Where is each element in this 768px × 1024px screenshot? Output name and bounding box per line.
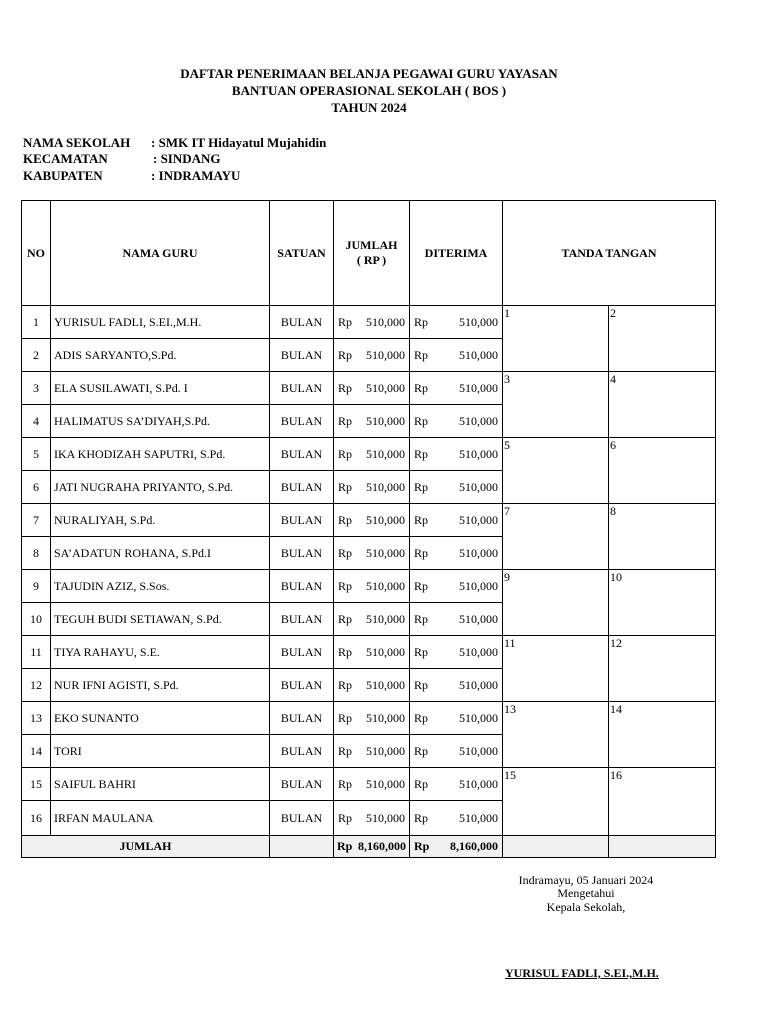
row-received	[410, 669, 503, 702]
place-date: Indramayu, 05 Januari 2024	[518, 873, 654, 887]
signature-box[interactable]: 4	[609, 372, 716, 438]
currency-label: Rp	[414, 743, 429, 758]
row-received	[410, 636, 503, 669]
signature-box[interactable]: 2	[609, 306, 716, 372]
amount-value: 510,000	[366, 479, 405, 494]
row-no: 15	[22, 768, 51, 801]
received-value: 510,000	[459, 347, 498, 362]
row-received	[410, 702, 503, 735]
district-value: : SINDANG	[153, 151, 221, 166]
row-amount	[334, 372, 410, 405]
row-amount	[334, 537, 410, 570]
currency-label: Rp	[338, 776, 353, 791]
currency-label: Rp	[414, 644, 429, 659]
row-unit: BULAN	[270, 636, 334, 669]
amount-value: 510,000	[366, 710, 405, 725]
received-value: 510,000	[459, 446, 498, 461]
row-unit: BULAN	[270, 405, 334, 438]
currency-label: Rp	[414, 413, 429, 428]
amount-value: 510,000	[366, 644, 405, 659]
received-value: 510,000	[459, 611, 498, 626]
total-amount-value: 8,160,000	[358, 839, 406, 853]
row-teacher-name: TAJUDIN AZIZ, S.Sos.	[51, 570, 270, 603]
currency-label: Rp	[338, 413, 353, 428]
currency-label: Rp	[414, 839, 430, 853]
row-received	[410, 537, 503, 570]
received-value: 510,000	[459, 578, 498, 593]
currency-label: Rp	[338, 578, 353, 593]
row-unit: BULAN	[270, 702, 334, 735]
row-unit: BULAN	[270, 735, 334, 768]
received-value: 510,000	[459, 512, 498, 527]
signature-box[interactable]: 13	[503, 702, 609, 768]
signature-box[interactable]: 9	[503, 570, 609, 636]
row-no: 9	[22, 570, 51, 603]
row-no: 16	[22, 801, 51, 836]
currency-label: Rp	[338, 743, 353, 758]
amount-value: 510,000	[366, 776, 405, 791]
signature-box[interactable]: 16	[609, 768, 716, 836]
total-received-value: 8,160,000	[450, 839, 498, 853]
received-value: 510,000	[459, 479, 498, 494]
row-teacher-name: SA’ADATUN ROHANA, S.Pd.I	[51, 537, 270, 570]
amount-value: 510,000	[366, 347, 405, 362]
row-no: 5	[22, 438, 51, 471]
currency-label: Rp	[338, 347, 353, 362]
row-received	[410, 405, 503, 438]
header-amount	[334, 201, 410, 306]
row-no: 13	[22, 702, 51, 735]
currency-label: Rp	[414, 677, 429, 692]
regency-value: : INDRAMAYU	[151, 168, 241, 183]
table-row	[22, 636, 716, 669]
amount-value: 510,000	[366, 545, 405, 560]
row-no: 11	[22, 636, 51, 669]
received-value: 510,000	[459, 776, 498, 791]
row-amount	[334, 405, 410, 438]
table-row	[22, 504, 716, 537]
row-amount	[334, 768, 410, 801]
row-unit: BULAN	[270, 570, 334, 603]
currency-label: Rp	[414, 578, 429, 593]
payment-table	[21, 200, 716, 858]
received-value: 510,000	[459, 380, 498, 395]
amount-value: 510,000	[366, 611, 405, 626]
amount-value: 510,000	[366, 677, 405, 692]
row-teacher-name: TIYA RAHAYU, S.E.	[51, 636, 270, 669]
total-received	[410, 836, 503, 858]
currency-label: Rp	[338, 545, 353, 560]
received-value: 510,000	[459, 677, 498, 692]
row-received	[410, 306, 503, 339]
currency-label: Rp	[338, 644, 353, 659]
amount-value: 510,000	[366, 743, 405, 758]
row-no: 8	[22, 537, 51, 570]
row-unit: BULAN	[270, 306, 334, 339]
currency-label: Rp	[414, 710, 429, 725]
district-label: KECAMATAN	[23, 151, 108, 166]
amount-value: 510,000	[366, 314, 405, 329]
row-amount	[334, 702, 410, 735]
received-value: 510,000	[459, 545, 498, 560]
currency-label: Rp	[414, 611, 429, 626]
currency-label: Rp	[414, 545, 429, 560]
row-received	[410, 603, 503, 636]
row-unit: BULAN	[270, 372, 334, 405]
currency-label: Rp	[338, 380, 353, 395]
row-no: 3	[22, 372, 51, 405]
currency-label: Rp	[338, 314, 353, 329]
currency-label: Rp	[414, 512, 429, 527]
total-signature-empty	[503, 836, 609, 858]
amount-value: 510,000	[366, 512, 405, 527]
row-no: 1	[22, 306, 51, 339]
title-line-1: DAFTAR PENERIMAAN BELANJA PEGAWAI GURU YAYASAN	[180, 66, 558, 81]
row-unit: BULAN	[270, 537, 334, 570]
currency-label: Rp	[414, 446, 429, 461]
regency-label: KABUPATEN	[23, 168, 103, 183]
row-no: 4	[22, 405, 51, 438]
signature-box[interactable]: 14	[609, 702, 716, 768]
currency-label: Rp	[338, 479, 353, 494]
received-value: 510,000	[459, 743, 498, 758]
signature-box[interactable]: 5	[503, 438, 609, 504]
row-unit: BULAN	[270, 801, 334, 836]
signature-box[interactable]: 1	[503, 306, 609, 372]
signature-box[interactable]: 10	[609, 570, 716, 636]
row-teacher-name: IRFAN MAULANA	[51, 801, 270, 836]
row-received	[410, 339, 503, 372]
amount-value: 510,000	[366, 446, 405, 461]
header-unit: SATUAN	[270, 201, 334, 306]
currency-label: Rp	[414, 776, 429, 791]
total-label: JUMLAH	[22, 836, 270, 858]
header-signature: TANDA TANGAN	[503, 201, 716, 306]
row-amount	[334, 471, 410, 504]
position-text: Kepala Sekolah,	[546, 900, 626, 914]
currency-label: Rp	[414, 479, 429, 494]
table-row	[22, 768, 716, 801]
row-amount	[334, 801, 410, 836]
received-value: 510,000	[459, 810, 498, 825]
row-no: 14	[22, 735, 51, 768]
currency-label: Rp	[338, 446, 353, 461]
acknowledged-text: Mengetahui	[557, 886, 615, 900]
row-teacher-name: HALIMATUS SA’DIYAH,S.Pd.	[51, 405, 270, 438]
currency-label: Rp	[338, 810, 353, 825]
row-received	[410, 570, 503, 603]
currency-label: Rp	[337, 839, 353, 853]
received-value: 510,000	[459, 413, 498, 428]
table-row	[22, 702, 716, 735]
total-amount	[334, 836, 410, 858]
table-header-row	[22, 201, 716, 306]
row-teacher-name: TORI	[51, 735, 270, 768]
received-value: 510,000	[459, 710, 498, 725]
school-name-label: NAMA SEKOLAH	[23, 135, 131, 150]
row-received	[410, 801, 503, 836]
amount-value: 510,000	[366, 413, 405, 428]
currency-label: Rp	[414, 347, 429, 362]
row-teacher-name: ADIS SARYANTO,S.Pd.	[51, 339, 270, 372]
title-line-3: TAHUN 2024	[331, 100, 407, 115]
header-amount-line1: JUMLAH	[345, 238, 398, 252]
row-unit: BULAN	[270, 339, 334, 372]
currency-label: Rp	[414, 810, 429, 825]
total-signature-empty	[609, 836, 716, 858]
row-amount	[334, 438, 410, 471]
row-received	[410, 471, 503, 504]
row-no: 7	[22, 504, 51, 537]
header-received: DITERIMA	[410, 201, 503, 306]
table-row	[22, 306, 716, 339]
signature-box[interactable]: 8	[609, 504, 716, 570]
row-amount	[334, 636, 410, 669]
signature-box[interactable]: 15	[503, 768, 609, 836]
title-line-2: BANTUAN OPERASIONAL SEKOLAH ( BOS )	[231, 83, 507, 98]
signature-box[interactable]: 3	[503, 372, 609, 438]
row-teacher-name: YURISUL FADLI, S.EI.,M.H.	[51, 306, 270, 339]
row-amount	[334, 735, 410, 768]
row-teacher-name: JATI NUGRAHA PRIYANTO, S.Pd.	[51, 471, 270, 504]
row-teacher-name: NUR IFNI AGISTI, S.Pd.	[51, 669, 270, 702]
received-value: 510,000	[459, 644, 498, 659]
amount-value: 510,000	[366, 380, 405, 395]
signer-name: YURISUL FADLI, S.EI.,M.H.	[505, 966, 659, 980]
signature-box[interactable]: 7	[503, 504, 609, 570]
amount-value: 510,000	[366, 578, 405, 593]
row-received	[410, 768, 503, 801]
currency-label: Rp	[338, 677, 353, 692]
row-no: 10	[22, 603, 51, 636]
row-amount	[334, 306, 410, 339]
header-no: NO	[22, 201, 51, 306]
row-amount	[334, 504, 410, 537]
school-name-value: : SMK IT Hidayatul Mujahidin	[151, 135, 327, 150]
row-teacher-name: IKA KHODIZAH SAPUTRI, S.Pd.	[51, 438, 270, 471]
row-amount	[334, 669, 410, 702]
row-unit: BULAN	[270, 471, 334, 504]
row-teacher-name: EKO SUNANTO	[51, 702, 270, 735]
row-unit: BULAN	[270, 438, 334, 471]
received-value: 510,000	[459, 314, 498, 329]
total-row	[22, 836, 716, 858]
amount-value: 510,000	[366, 810, 405, 825]
row-received	[410, 438, 503, 471]
table-row	[22, 570, 716, 603]
row-amount	[334, 603, 410, 636]
row-unit: BULAN	[270, 669, 334, 702]
total-unit-empty	[270, 836, 334, 858]
row-unit: BULAN	[270, 504, 334, 537]
row-unit: BULAN	[270, 768, 334, 801]
row-teacher-name: NURALIYAH, S.Pd.	[51, 504, 270, 537]
table-row	[22, 372, 716, 405]
row-unit: BULAN	[270, 603, 334, 636]
signature-box[interactable]: 11	[503, 636, 609, 702]
row-no: 12	[22, 669, 51, 702]
row-no: 6	[22, 471, 51, 504]
row-no: 2	[22, 339, 51, 372]
table-row	[22, 438, 716, 471]
signature-box[interactable]: 6	[609, 438, 716, 504]
currency-label: Rp	[414, 314, 429, 329]
header-amount-line2: ( RP )	[356, 253, 387, 267]
row-amount	[334, 339, 410, 372]
currency-label: Rp	[338, 611, 353, 626]
row-amount	[334, 570, 410, 603]
currency-label: Rp	[414, 380, 429, 395]
row-teacher-name: ELA SUSILAWATI, S.Pd. I	[51, 372, 270, 405]
row-received	[410, 504, 503, 537]
currency-label: Rp	[338, 512, 353, 527]
signature-box[interactable]: 12	[609, 636, 716, 702]
row-received	[410, 372, 503, 405]
row-teacher-name: SAIFUL BAHRI	[51, 768, 270, 801]
header-name: NAMA GURU	[51, 201, 270, 306]
row-teacher-name: TEGUH BUDI SETIAWAN, S.Pd.	[51, 603, 270, 636]
currency-label: Rp	[338, 710, 353, 725]
row-received	[410, 735, 503, 768]
